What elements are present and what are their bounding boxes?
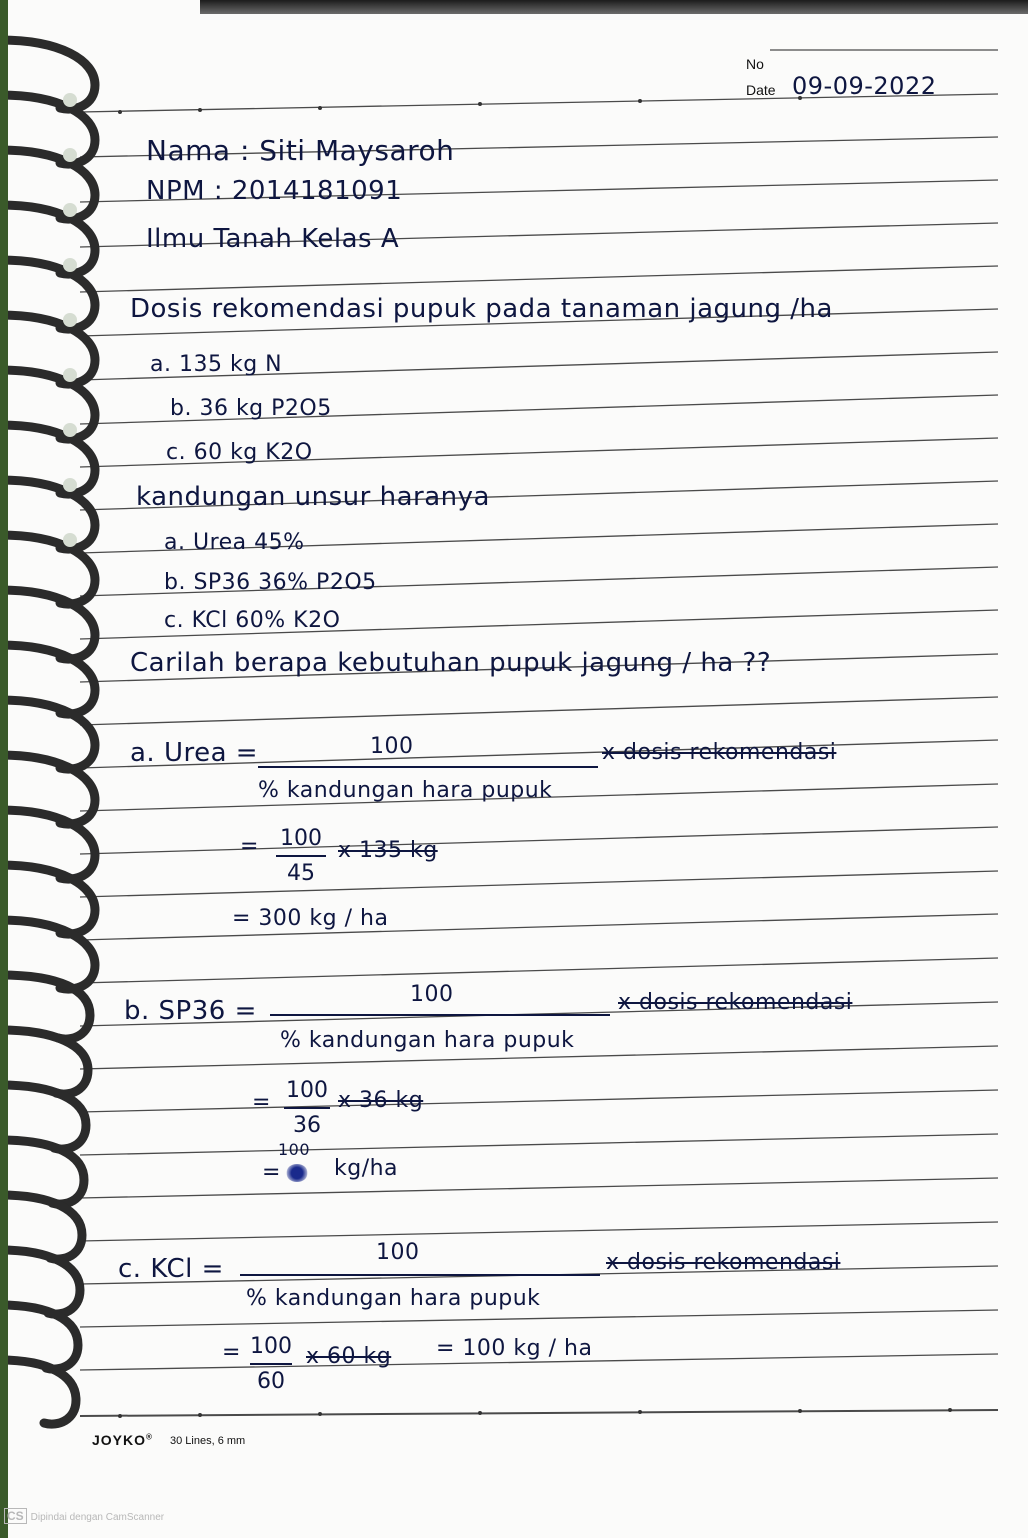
sp36-numerator: 100 <box>410 982 454 1007</box>
kcl-step-equals: = <box>222 1340 241 1365</box>
brand-logo: JOYKO® <box>92 1432 153 1448</box>
urea-denominator: % kandungan hara pupuk <box>258 778 553 803</box>
sp36-step-equals: = <box>252 1090 271 1115</box>
sp36-ink-scribble <box>286 1164 308 1182</box>
paper-spec: 30 Lines, 6 mm <box>170 1435 246 1447</box>
urea-step-den: 45 <box>287 861 315 886</box>
kcl-fraction-bar <box>240 1274 600 1276</box>
date-label: Date <box>746 82 776 98</box>
sp36-multiplier: x dosis rekomendasi <box>618 990 853 1015</box>
kcl-result: = 100 kg / ha <box>436 1336 593 1361</box>
sp36-label: b. SP36 = <box>124 996 257 1026</box>
sp36-result-value: 100 <box>278 1140 311 1159</box>
scanner-watermark <box>4 1508 164 1524</box>
sp36-denominator: % kandungan hara pupuk <box>280 1028 575 1053</box>
course-line: Ilmu Tanah Kelas A <box>146 224 400 254</box>
camscanner-icon: CS <box>4 1508 27 1524</box>
dose-b: b. 36 kg P2O5 <box>170 396 332 421</box>
sp36-step-fraction <box>284 1078 330 1138</box>
dose-a: a. 135 kg N <box>150 352 283 377</box>
no-label: No <box>746 56 764 72</box>
brand-name: JOYKO <box>92 1432 147 1448</box>
sp36-step-bar <box>284 1107 330 1109</box>
problem-title: Dosis rekomendasi pupuk pada tanaman jagung /ha <box>130 294 833 324</box>
watermark-text: Dipindai dengan CamScanner <box>30 1512 165 1523</box>
urea-step-equals: = <box>240 834 259 859</box>
urea-label: a. Urea = <box>130 738 259 768</box>
content-a: a. Urea 45% <box>164 530 305 555</box>
sp36-fraction-bar <box>270 1014 610 1016</box>
name-line: Nama : Siti Maysaroh <box>146 134 455 167</box>
content-b: b. SP36 36% P2O5 <box>164 570 377 595</box>
urea-step-fraction <box>276 826 326 886</box>
urea-multiplier: x dosis rekomendasi <box>602 740 837 765</box>
urea-step-mult: x 135 kg <box>338 838 438 863</box>
content-c: c. KCl 60% K2O <box>164 608 341 633</box>
spiral-binding <box>0 0 110 1538</box>
sp36-result-prefix: = <box>262 1160 281 1185</box>
urea-step-num: 100 <box>280 826 322 851</box>
date-value: 09-09-2022 <box>792 72 937 100</box>
sp36-step-num: 100 <box>286 1078 328 1103</box>
kcl-step-num: 100 <box>250 1334 292 1359</box>
kcl-step-bar <box>250 1363 292 1365</box>
dose-c: c. 60 kg K2O <box>166 440 313 465</box>
kcl-step-mult: x 60 kg <box>306 1344 392 1369</box>
content-title: kandungan unsur haranya <box>136 482 490 512</box>
urea-result: = 300 kg / ha <box>232 906 389 931</box>
question-line: Carilah berapa kebutuhan pupuk jagung / ha ?? <box>130 648 772 678</box>
sp36-step-mult: x 36 kg <box>338 1088 424 1113</box>
kcl-step-den: 60 <box>257 1369 285 1394</box>
kcl-multiplier: x dosis rekomendasi <box>606 1250 841 1275</box>
urea-numerator: 100 <box>370 734 414 759</box>
kcl-denominator: % kandungan hara pupuk <box>246 1286 541 1311</box>
kcl-step-fraction <box>250 1334 292 1394</box>
kcl-label: c. KCl = <box>118 1254 224 1284</box>
sp36-result-unit: kg/ha <box>334 1156 399 1181</box>
npm-line: NPM : 2014181091 <box>146 176 403 206</box>
urea-fraction-bar <box>258 766 598 768</box>
urea-step-bar <box>276 855 326 857</box>
sp36-step-den: 36 <box>293 1113 321 1138</box>
kcl-numerator: 100 <box>376 1240 420 1265</box>
